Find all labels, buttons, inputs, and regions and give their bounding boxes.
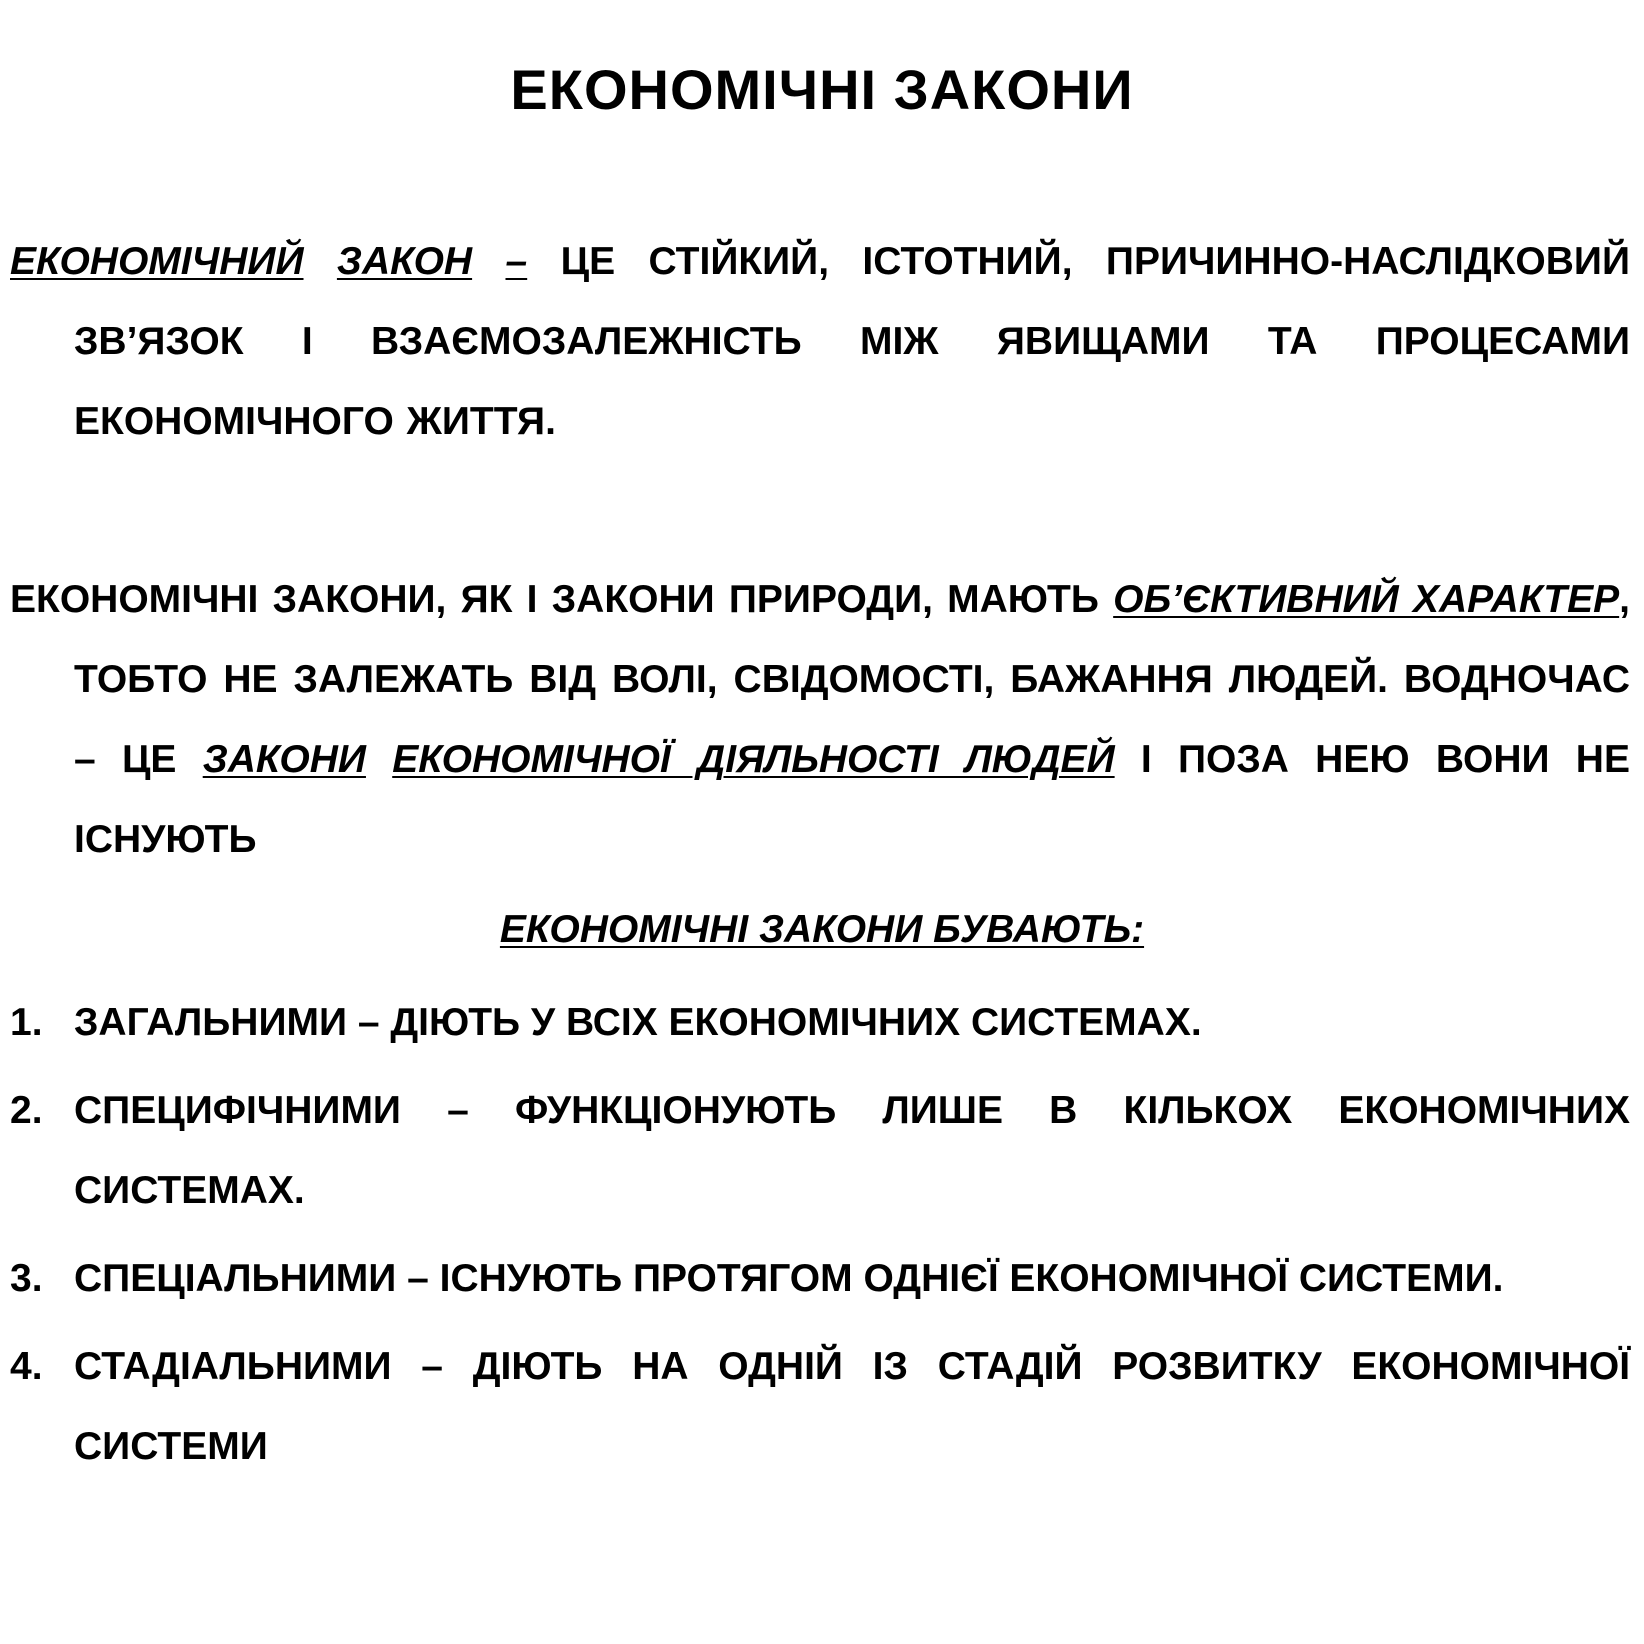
definition-dash: – — [505, 240, 528, 283]
definition-text: ЦЕ СТІЙКИЙ, ІСТОТНИЙ, ПРИЧИННО-НАСЛІДКОВИЙ ЗВ’ЯЗОК І ВЗАЄМОЗАЛЕЖНІСТЬ МІЖ ЯВИЩАМИ ТА ПРОЦЕСАМИ ЕКОНОМІЧНОГО ЖИТТЯ. — [74, 240, 1630, 443]
list-item — [10, 1071, 1630, 1231]
types-heading: ЕКОНОМІЧНІ ЗАКОНИ БУВАЮТЬ: — [499, 908, 1145, 951]
character-text2: , ТОБТО НЕ ЗАЛЕЖАТЬ ВІД ВОЛІ, СВІДОМОСТІ, БАЖАННЯ ЛЮДЕЙ. ВОДНОЧАС – ЦЕ — [74, 578, 1630, 781]
character-emphasis-laws: ЗАКОНИ — [202, 738, 366, 781]
character-text1: ЕКОНОМІЧНІ ЗАКОНИ, ЯК І ЗАКОНИ ПРИРОДИ, МАЮТЬ — [10, 578, 1099, 621]
list-item — [10, 983, 1630, 1063]
character-text3: І ПОЗА НЕЮ ВОНИ НЕ ІСНУЮТЬ — [74, 738, 1630, 861]
list-item-text: СПЕЦІАЛЬНИМИ – ІСНУЮТЬ ПРОТЯГОМ ОДНІЄЇ ЕКОНОМІЧНОЇ СИСТЕМИ. — [74, 1257, 1504, 1300]
list-item-number: 2. — [10, 1089, 43, 1132]
list-item-text: ЗАГАЛЬНИМИ – ДІЮТЬ У ВСІХ ЕКОНОМІЧНИХ СИСТЕМАХ. — [74, 1001, 1202, 1044]
list-item-number: 3. — [10, 1257, 43, 1300]
character-paragraph — [10, 560, 1630, 880]
definition-paragraph — [10, 222, 1630, 462]
list-item-text: СТАДІАЛЬНИМИ – ДІЮТЬ НА ОДНІЙ ІЗ СТАДІЙ РОЗВИТКУ ЕКОНОМІЧНОЇ СИСТЕМИ — [74, 1345, 1630, 1468]
list-item — [10, 1239, 1630, 1319]
definition-term-word1: ЕКОНОМІЧНИЙ — [10, 240, 304, 283]
list-item-number: 4. — [10, 1345, 43, 1388]
types-list — [10, 983, 1630, 1495]
list-item-text: СПЕЦИФІЧНИМИ – ФУНКЦІОНУЮТЬ ЛИШЕ В КІЛЬКОХ ЕКОНОМІЧНИХ СИСТЕМАХ. — [74, 1089, 1630, 1212]
list-item — [10, 1327, 1630, 1487]
definition-term-word2: ЗАКОН — [336, 240, 473, 283]
character-emphasis-activity: ЕКОНОМІЧНОЇ ДІЯЛЬНОСТІ ЛЮДЕЙ — [392, 738, 1115, 781]
page-title: ЕКОНОМІЧНІ ЗАКОНИ — [510, 58, 1134, 121]
list-item-number: 1. — [10, 1001, 43, 1044]
character-emphasis-objective: ОБ’ЄКТИВНИЙ ХАРАКТЕР — [1113, 578, 1620, 621]
